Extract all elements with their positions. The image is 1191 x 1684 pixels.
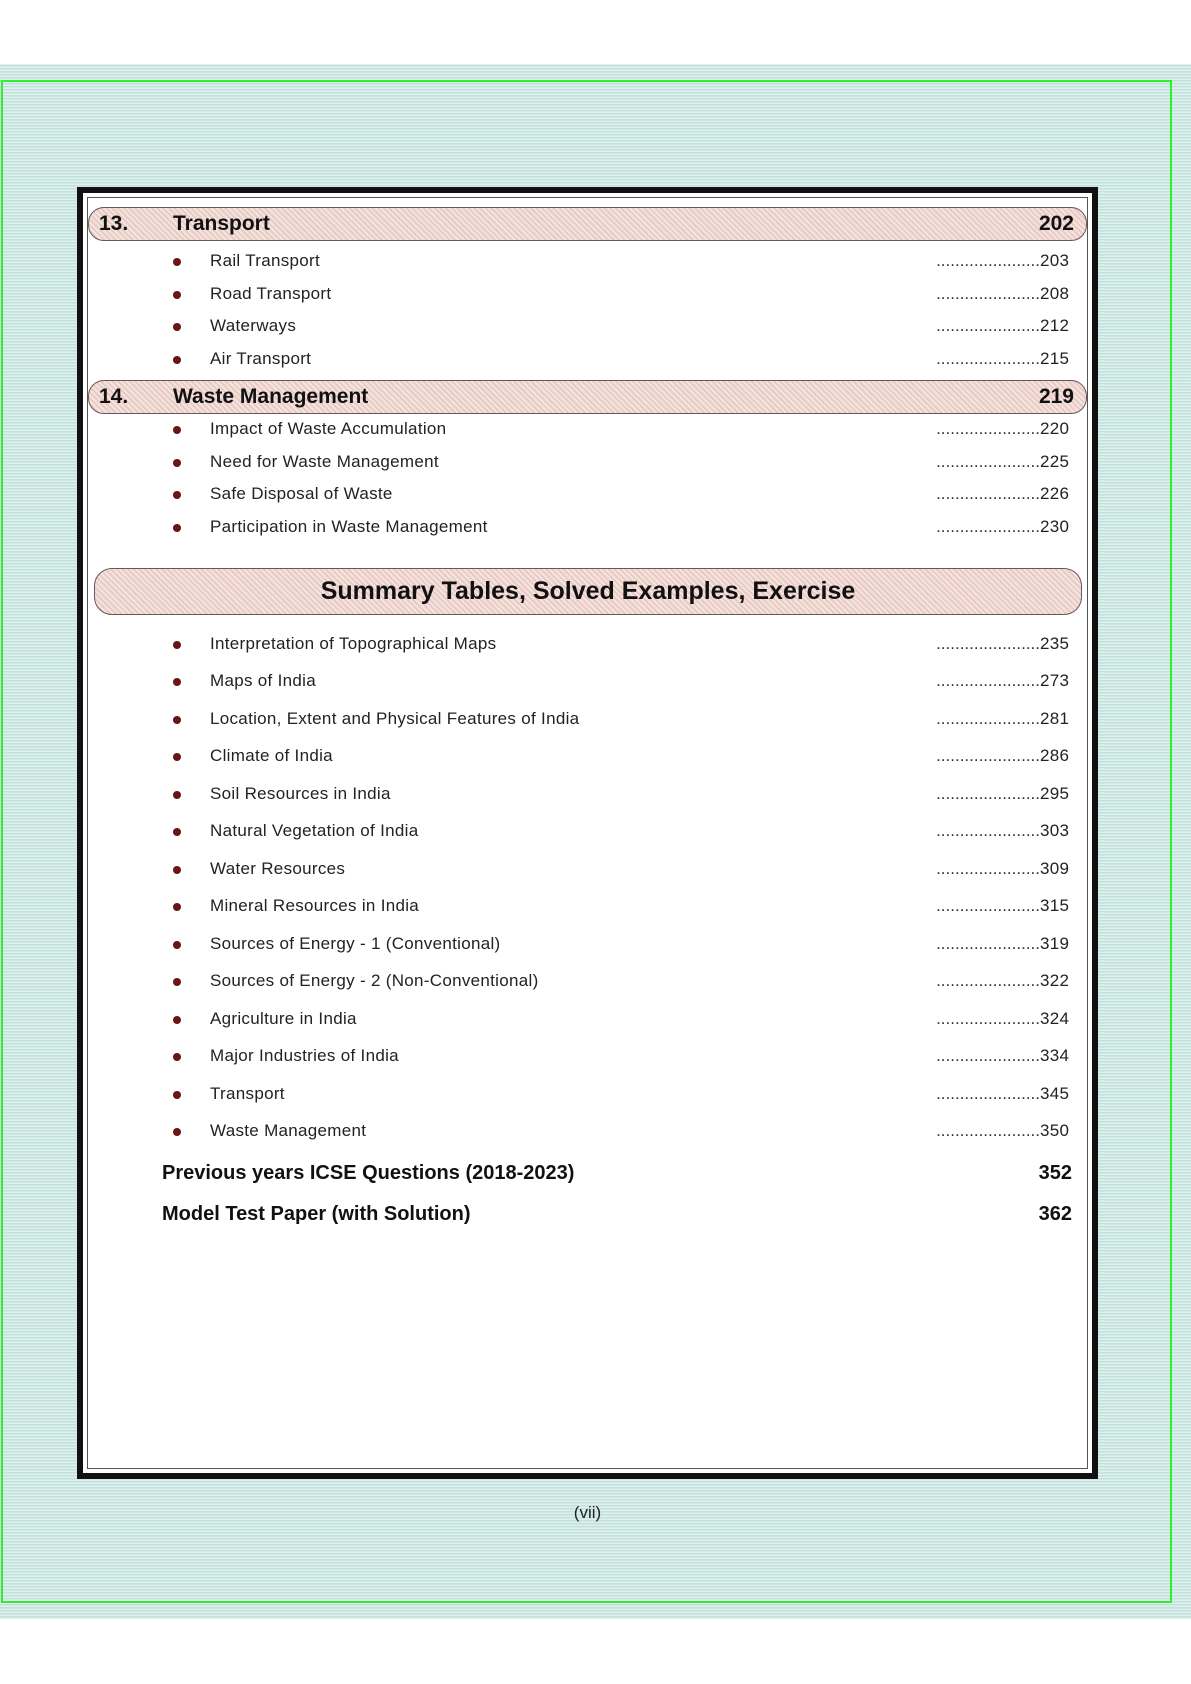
toc-extra-page: 352 <box>1038 1162 1072 1184</box>
leader-dots: ...................... <box>936 971 1040 990</box>
bullet-icon <box>173 258 181 266</box>
toc-item-label: Waterways <box>210 316 297 335</box>
bullet-icon <box>173 866 181 874</box>
toc-item-page: 208 <box>1040 284 1070 303</box>
leader-dots: ...................... <box>936 517 1040 536</box>
leader-dots: ...................... <box>936 251 1040 270</box>
toc-item-page: 350 <box>1040 1121 1070 1140</box>
toc-extra <box>162 1203 1072 1231</box>
toc-item-page: 303 <box>1040 821 1070 840</box>
bullet-icon <box>173 524 181 532</box>
toc-item-page: 273 <box>1040 671 1070 690</box>
chapter-header <box>88 207 1087 241</box>
toc-item-page: 334 <box>1040 1046 1070 1065</box>
toc-item-label: Sources of Energy - 2 (Non-Conventional) <box>210 971 539 990</box>
toc-item <box>170 452 1076 476</box>
toc-item-page: 345 <box>1040 1084 1070 1103</box>
bullet-icon <box>173 1016 181 1024</box>
chapter-number: 13. <box>99 212 129 235</box>
bullet-icon <box>173 426 181 434</box>
bullet-icon <box>173 356 181 364</box>
toc-item <box>170 709 1076 733</box>
bullet-icon <box>173 1053 181 1061</box>
toc-item-label: Air Transport <box>210 349 312 368</box>
toc-item <box>170 784 1076 808</box>
bullet-icon <box>173 291 181 299</box>
leader-dots: ...................... <box>936 419 1040 438</box>
leader-dots: ...................... <box>936 709 1040 728</box>
leader-dots: ...................... <box>936 1009 1040 1028</box>
page-number: (vii) <box>573 1503 602 1522</box>
toc-item <box>170 934 1076 958</box>
toc-item <box>170 484 1076 508</box>
toc-item-label: Safe Disposal of Waste <box>210 484 393 503</box>
bullet-icon <box>173 491 181 499</box>
toc-item-page: 324 <box>1040 1009 1070 1028</box>
chapter-title: Transport <box>173 212 270 235</box>
leader-dots: ...................... <box>936 671 1040 690</box>
toc-item <box>170 1046 1076 1070</box>
toc-item-label: Water Resources <box>210 859 346 878</box>
toc-item-label: Need for Waste Management <box>210 452 439 471</box>
leader-dots: ...................... <box>936 634 1040 653</box>
leader-dots: ...................... <box>936 484 1040 503</box>
toc-item <box>170 859 1076 883</box>
toc-item-label: Transport <box>210 1084 285 1103</box>
toc-item <box>170 517 1076 541</box>
toc-item <box>170 634 1076 658</box>
toc-item-label: Soil Resources in India <box>210 784 391 803</box>
bullet-icon <box>173 791 181 799</box>
bullet-icon <box>173 828 181 836</box>
toc-item-label: Maps of India <box>210 671 316 690</box>
toc-item-label: Climate of India <box>210 746 333 765</box>
toc-item <box>170 1121 1076 1145</box>
toc-item <box>170 349 1076 373</box>
toc-item <box>170 671 1076 695</box>
toc-item-page: 230 <box>1040 517 1070 536</box>
toc-item-label: Road Transport <box>210 284 332 303</box>
leader-dots: ...................... <box>936 746 1040 765</box>
leader-dots: ...................... <box>936 349 1040 368</box>
toc-item <box>170 316 1076 340</box>
toc-extra-label: Previous years ICSE Questions (2018-2023) <box>162 1162 575 1184</box>
bullet-icon <box>173 941 181 949</box>
toc-item <box>170 971 1076 995</box>
toc-item-page: 319 <box>1040 934 1070 953</box>
toc-item-label: Impact of Waste Accumulation <box>210 419 447 438</box>
leader-dots: ...................... <box>936 316 1040 335</box>
toc-item-label: Participation in Waste Management <box>210 517 488 536</box>
toc-item-page: 315 <box>1040 896 1070 915</box>
toc-item <box>170 746 1076 770</box>
toc-item-page: 226 <box>1040 484 1070 503</box>
section-heading: Summary Tables, Solved Examples, Exercise <box>94 568 1082 615</box>
toc-item <box>170 1009 1076 1033</box>
leader-dots: ...................... <box>936 821 1040 840</box>
leader-dots: ...................... <box>936 859 1040 878</box>
bullet-icon <box>173 323 181 331</box>
toc-item-label: Sources of Energy - 1 (Conventional) <box>210 934 501 953</box>
toc-item-page: 281 <box>1040 709 1070 728</box>
toc-item-page: 295 <box>1040 784 1070 803</box>
toc-item-label: Natural Vegetation of India <box>210 821 419 840</box>
toc-item <box>170 1084 1076 1108</box>
leader-dots: ...................... <box>936 452 1040 471</box>
toc-item-label: Waste Management <box>210 1121 367 1140</box>
leader-dots: ...................... <box>936 934 1040 953</box>
bullet-icon <box>173 753 181 761</box>
toc-item-page: 309 <box>1040 859 1070 878</box>
toc-item <box>170 821 1076 845</box>
bullet-icon <box>173 459 181 467</box>
toc-item-label: Major Industries of India <box>210 1046 399 1065</box>
toc-item <box>170 419 1076 443</box>
toc-item-page: 235 <box>1040 634 1070 653</box>
toc-item-page: 286 <box>1040 746 1070 765</box>
toc-item-label: Rail Transport <box>210 251 321 270</box>
leader-dots: ...................... <box>936 784 1040 803</box>
toc-item <box>170 284 1076 308</box>
bullet-icon <box>173 716 181 724</box>
chapter-number: 14. <box>99 385 129 408</box>
toc-item-label: Agriculture in India <box>210 1009 357 1028</box>
chapter-header <box>88 380 1087 414</box>
toc-item-label: Location, Extent and Physical Features of India <box>210 709 580 728</box>
toc-item <box>170 896 1076 920</box>
chapter-page: 219 <box>1038 385 1074 408</box>
chapter-page: 202 <box>1038 212 1074 235</box>
toc-item-page: 225 <box>1040 452 1070 471</box>
toc-item-page: 322 <box>1040 971 1070 990</box>
leader-dots: ...................... <box>936 1046 1040 1065</box>
toc-item-page: 203 <box>1040 251 1070 270</box>
toc-extra-page: 362 <box>1038 1203 1072 1225</box>
chapter-title: Waste Management <box>173 385 369 408</box>
toc-item-page: 215 <box>1040 349 1070 368</box>
leader-dots: ...................... <box>936 284 1040 303</box>
bullet-icon <box>173 1091 181 1099</box>
bullet-icon <box>173 903 181 911</box>
toc-item-label: Interpretation of Topographical Maps <box>210 634 497 653</box>
toc-extra-label: Model Test Paper (with Solution) <box>162 1203 471 1225</box>
leader-dots: ...................... <box>936 1084 1040 1103</box>
toc-item-page: 220 <box>1040 419 1070 438</box>
toc-item-label: Mineral Resources in India <box>210 896 420 915</box>
bullet-icon <box>173 678 181 686</box>
bullet-icon <box>173 978 181 986</box>
toc-item <box>170 251 1076 275</box>
leader-dots: ...................... <box>936 896 1040 915</box>
bullet-icon <box>173 1128 181 1136</box>
toc-extra <box>162 1162 1072 1190</box>
toc-item-page: 212 <box>1040 316 1070 335</box>
leader-dots: ...................... <box>936 1121 1040 1140</box>
bullet-icon <box>173 641 181 649</box>
